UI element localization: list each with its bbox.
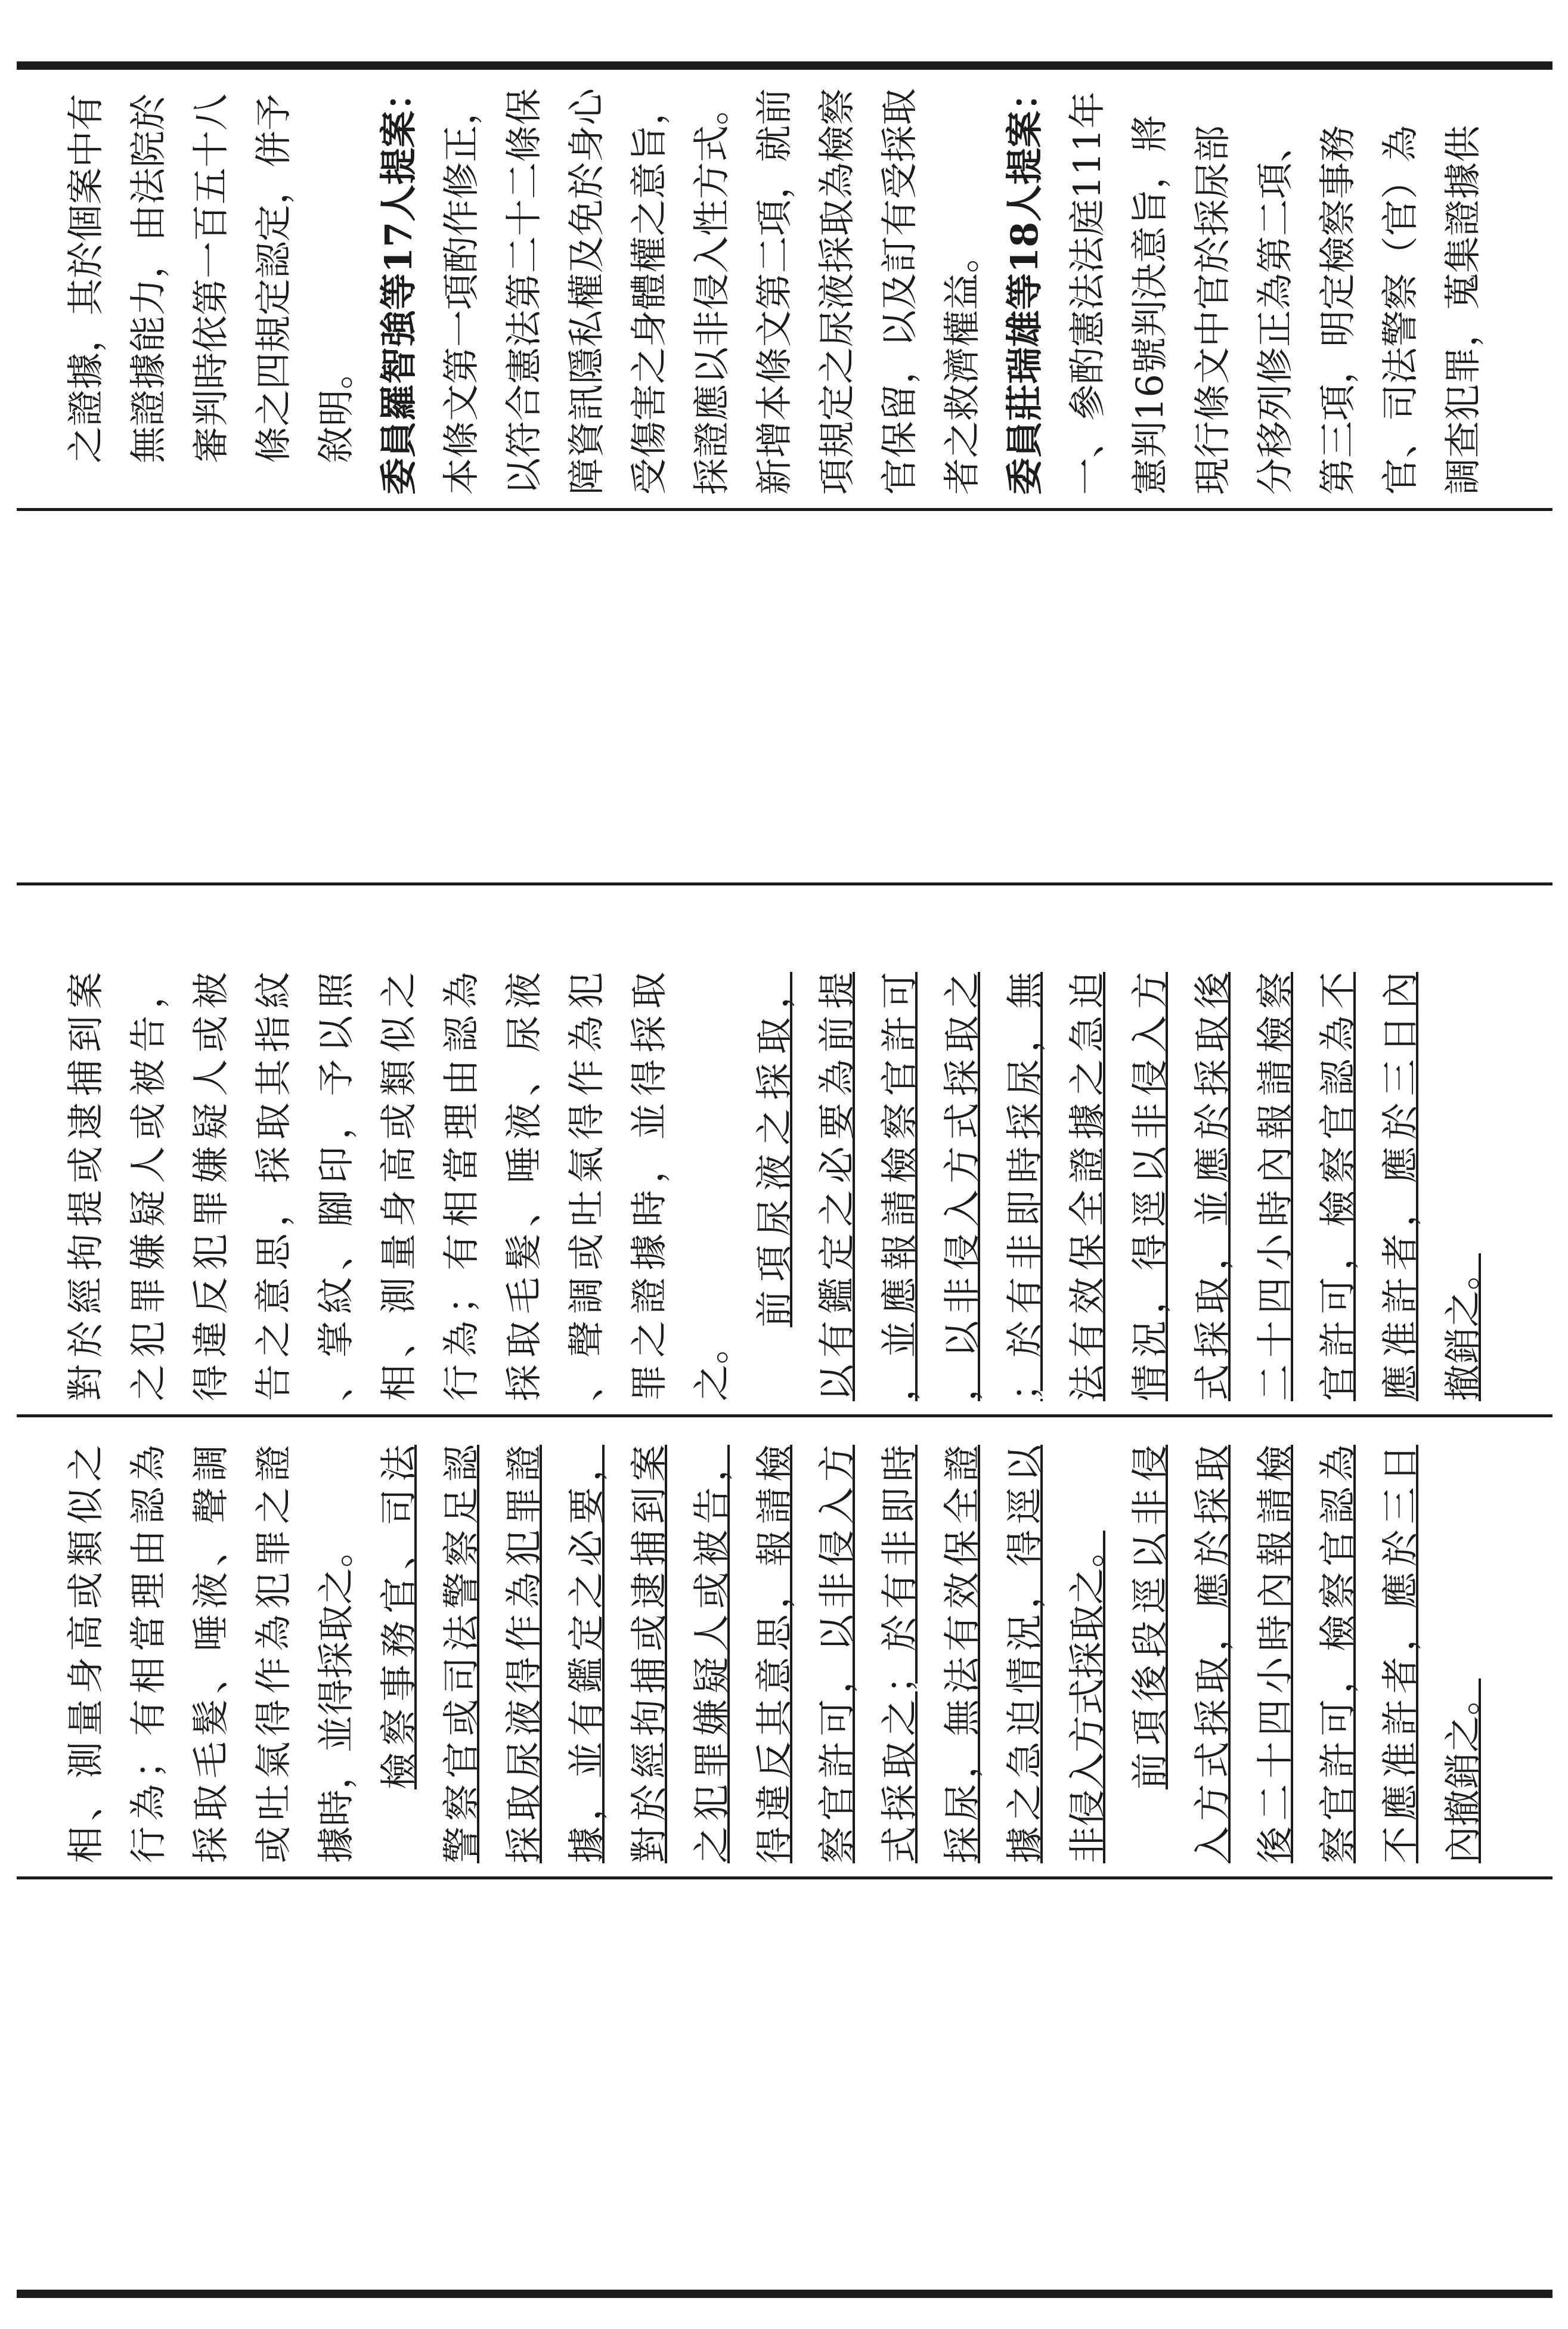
text-line: 對於經拘提或逮捕到案	[64, 972, 107, 1401]
text-line: 本條文第一項酌作修正，	[439, 88, 483, 495]
text-line: 項規定之尿液採取為檢察	[815, 88, 859, 495]
text-line: 據，並有鑑定之必要，	[565, 1445, 608, 1863]
text-line: 據時，並得採取之。	[314, 1530, 358, 1863]
text-line: 之犯罪嫌疑人或被告，	[690, 1445, 733, 1863]
text-line: 採取毛髮、唾液、尿液	[502, 972, 546, 1401]
text-line: 調查犯罪，蒐集證據供	[1441, 125, 1485, 495]
text-line: 檢察事務官、司法	[377, 1445, 420, 1789]
text-line: 察官許可，檢察官認為	[1316, 1445, 1359, 1863]
text-line: 相、測量身高或類似之	[377, 972, 420, 1401]
text-line: ，以非侵入方式採取之	[940, 972, 984, 1401]
text-line: ；於有非即時採尿，無	[1003, 972, 1046, 1401]
empty-column-upper	[0, 511, 1568, 882]
text-line: 之證據，其於個案中有	[64, 93, 107, 463]
text-line: 新增本條文第二項，就前	[752, 88, 796, 495]
text-line: 分移列修正為第二項、	[1253, 125, 1297, 495]
text-line: 採尿，無法有效保全證	[940, 1445, 984, 1863]
text-line: 前項尿液之採取，	[752, 972, 796, 1327]
text-line: 得違反犯罪嫌疑人或被	[189, 972, 233, 1401]
text-line: 據之急迫情況，得逕以	[1003, 1445, 1046, 1863]
text-line: 警察官或司法警察足認	[439, 1445, 483, 1863]
text-line: 行為；有相當理由認為	[126, 1445, 170, 1863]
text-line: 相、測量身高或類似之	[64, 1445, 107, 1863]
proposal-column-b	[0, 1417, 1568, 1876]
empty-column-lower	[0, 1879, 1568, 2290]
text-line: 採取尿液得作為犯罪證	[502, 1445, 546, 1863]
text-line: 無證據能力，由法院於	[126, 93, 170, 463]
text-line: 或吐氣得作為犯罪之證	[252, 1445, 295, 1863]
text-line: 第三項，明定檢察事務	[1316, 125, 1359, 495]
text-line: 委員羅智強等17人提案：	[377, 73, 420, 495]
text-line: 官、司法警察（官）為	[1378, 125, 1422, 495]
table-outer-border-right	[17, 61, 1552, 70]
text-line: 憲判16號判決意旨，將	[1128, 115, 1172, 495]
text-line: 障資訊隱私權及免於身心	[565, 88, 608, 495]
text-line: 得違反其意思，報請檢	[752, 1445, 796, 1863]
text-line: 非侵入方式採取之。	[1065, 1530, 1109, 1863]
text-line: 敘明。	[314, 352, 358, 463]
text-line: 採取毛髮、唾液、聲調	[189, 1445, 233, 1863]
text-line: 一、參酌憲法法庭111年	[1065, 91, 1109, 495]
text-line: 現行條文中官於採尿部	[1191, 125, 1234, 495]
text-line: 受傷害之身體權之意旨，	[627, 88, 671, 495]
text-line: 式採取之；於有非即時	[878, 1445, 921, 1863]
text-line: 、聲調或吐氣得作為犯	[565, 972, 608, 1401]
text-line: 採證應以非侵入性方式。	[690, 88, 733, 495]
text-line: 應准許者，應於三日內	[1378, 972, 1422, 1401]
text-line: 、掌紋、腳印，予以照	[314, 972, 358, 1401]
text-line: 法有效保全證據之急迫	[1065, 972, 1109, 1401]
text-line: ，並應報請檢察官許可	[878, 972, 921, 1401]
text-line: 之。	[690, 1327, 733, 1401]
text-line: 以有鑑定之必要為前提	[815, 972, 859, 1401]
text-line: 官保留，以及訂有受採取	[878, 88, 921, 495]
table-outer-border-left	[17, 2290, 1552, 2298]
text-line: 情況，得逕以非侵入方	[1128, 972, 1172, 1401]
text-line: 式採取，並應於採取後	[1191, 972, 1234, 1401]
text-line: 行為；有相當理由認為	[439, 972, 483, 1401]
text-line: 前項後段逕以非侵	[1128, 1445, 1172, 1789]
text-line: 委員莊瑞雄等18人提案：	[1003, 73, 1046, 495]
text-line: 之犯罪嫌疑人或被告，	[126, 972, 170, 1401]
text-line: 後二十四小時內報請檢	[1253, 1445, 1297, 1863]
text-line: 不應准許者，應於三日	[1378, 1445, 1422, 1863]
text-line: 二十四小時內報請檢察	[1253, 972, 1297, 1401]
text-line: 以符合憲法第二十二條保	[502, 88, 546, 495]
proposal-column-a	[0, 885, 1568, 1414]
text-line: 告之意思，採取其指紋	[252, 972, 295, 1401]
text-line: 察官許可，以非侵入方	[815, 1445, 859, 1863]
text-line: 者之救濟權益。	[940, 236, 984, 495]
text-line: 罪之證據時，並得採取	[627, 972, 671, 1401]
text-line: 官許可，檢察官認為不	[1316, 972, 1359, 1401]
text-line: 對於經拘捕或逮捕到案	[627, 1445, 671, 1863]
text-line: 撤銷之。	[1441, 1253, 1485, 1401]
text-line: 條之四規定認定，併予	[252, 93, 295, 463]
text-line: 入方式採取，應於採取	[1191, 1445, 1234, 1863]
column-explanation	[0, 70, 1568, 508]
text-line: 審判時依第一百五十八	[189, 93, 233, 463]
text-line: 內撤銷之。	[1441, 1678, 1485, 1863]
